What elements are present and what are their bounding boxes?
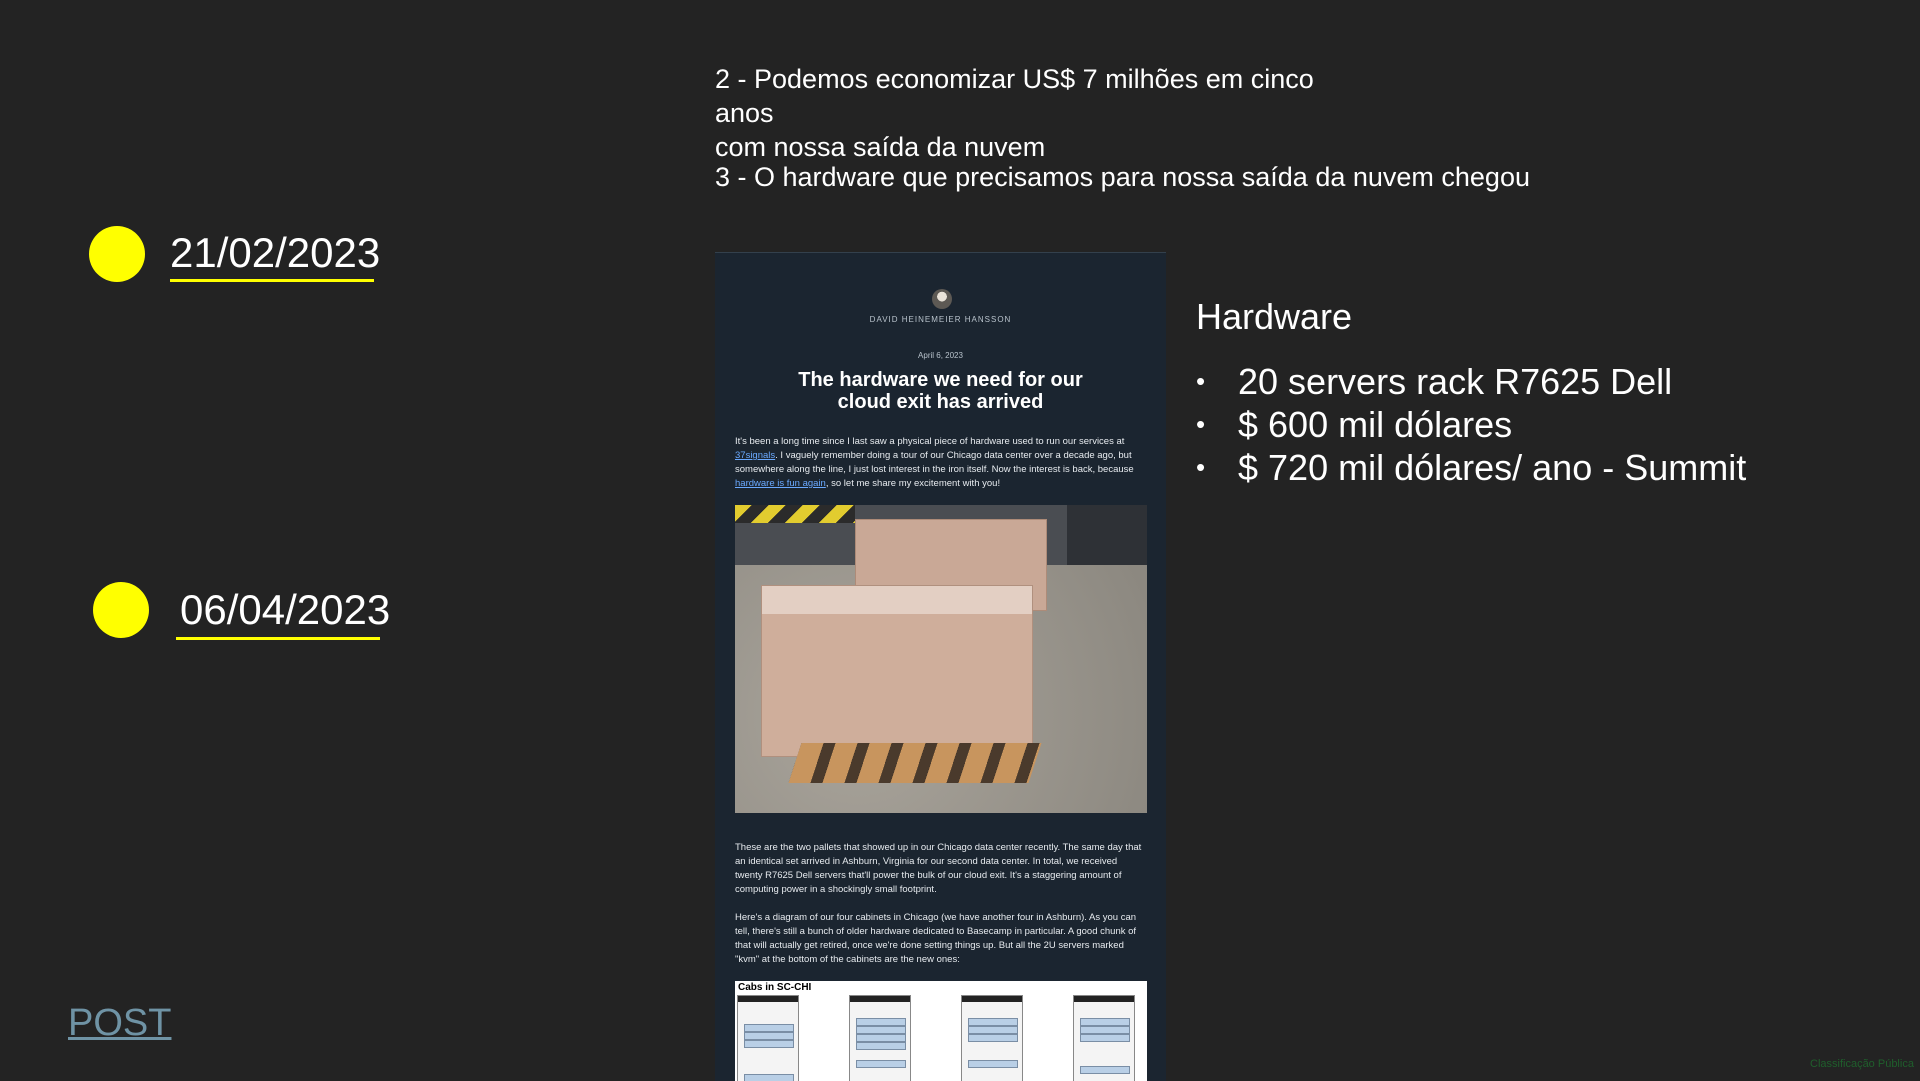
blog-paragraph-1-text-b: . I vaguely remember doing a tour of our Chicago data center over a decade ago, but somewhere along the line, I just lost interest in the iron itself. Now the interest is back, because — [735, 450, 1134, 475]
top-text-line-1: 2 - Podemos economizar US$ 7 milhões em cinco — [715, 64, 1314, 94]
author-avatar — [932, 289, 952, 309]
cabinet-4 — [1073, 995, 1135, 1081]
cabinets-diagram — [735, 981, 1147, 1081]
blog-paragraph-3: Here's a diagram of our four cabinets in Chicago (we have another four in Ashburn). As you can tell, there's still a bunch of older hardware dedicated to Basecamp in particular. A good chunk of that will actually get retired, once we're done setting things up. But all the 2U servers marked "kvm" at the bottom of the cabinets are the new ones: — [735, 912, 1137, 965]
photo-wooden-pallet — [789, 743, 1042, 783]
timeline-date-2: 06/04/2023 — [180, 586, 391, 633]
hardware-item-1-text: 20 servers rack R7625 Dell — [1238, 361, 1673, 402]
cabinet-3 — [961, 995, 1023, 1081]
top-text-line-4: 3 - O hardware que precisamos para nossa saída da nuvem chegou — [715, 162, 1530, 192]
classification-label: Classificação Pública — [1810, 1058, 1914, 1070]
blog-title: The hardware we need for our cloud exit has arrived — [798, 369, 1083, 413]
bullet-1: • — [1196, 366, 1206, 396]
hardware-list — [1196, 360, 1746, 489]
cabinet-2 — [849, 995, 911, 1081]
bullet-3: • — [1196, 452, 1206, 482]
blog-paragraph-1 — [735, 435, 1145, 491]
blog-date: April 6, 2023 — [918, 351, 963, 360]
blog-post-screenshot — [715, 252, 1166, 1081]
37signals-link[interactable]: 37signals — [735, 450, 776, 461]
top-text-line-3: com nossa saída da nuvem — [715, 132, 1046, 162]
hardware-item-2 — [1196, 403, 1746, 446]
blog-paragraph-1-text-a: It's been a long time since I last saw a physical piece of hardware used to run our services at — [735, 436, 1125, 447]
cabinet-1 — [737, 995, 799, 1081]
photo-hazard-stripe — [735, 505, 855, 523]
post-link[interactable]: POST — [68, 1002, 172, 1044]
timeline-date-2-underline — [176, 637, 380, 640]
cabinets-diagram-title: Cabs in SC-CHI — [738, 982, 812, 993]
hardware-title: Hardware — [1196, 296, 1353, 337]
hardware-is-fun-again-link[interactable]: hardware is fun again — [735, 478, 826, 489]
hardware-item-2-text: $ 600 mil dólares — [1238, 404, 1513, 445]
hardware-item-3 — [1196, 446, 1746, 489]
timeline-date-1: 21/02/2023 — [170, 229, 381, 276]
photo-front-pallet — [761, 585, 1033, 757]
timeline-dot-1 — [89, 226, 145, 282]
pallets-photo — [735, 505, 1147, 813]
blog-author: DAVID HEINEMEIER HANSSON — [869, 315, 1012, 324]
blog-paragraph-2: These are the two pallets that showed up in our Chicago data center recently. The same day that an identical set arrived in Ashburn, Virginia for our second data center. In total, we received twenty R7625 Dell servers that'll power the bulk of our cloud exit. It's a staggering amount of computing power in a shockingly small footprint. — [735, 842, 1142, 895]
blog-paragraph-1-text-c: , so let me share my excitement with you! — [825, 478, 1001, 489]
top-text-line-2: anos — [715, 98, 774, 128]
hardware-item-1 — [1196, 360, 1746, 403]
timeline-dot-2 — [93, 582, 149, 638]
bullet-2: • — [1196, 409, 1206, 439]
timeline-date-1-underline — [170, 279, 374, 282]
hardware-item-3-text: $ 720 mil dólares/ ano - Summit — [1238, 447, 1747, 488]
slide-top-text — [715, 62, 1530, 194]
